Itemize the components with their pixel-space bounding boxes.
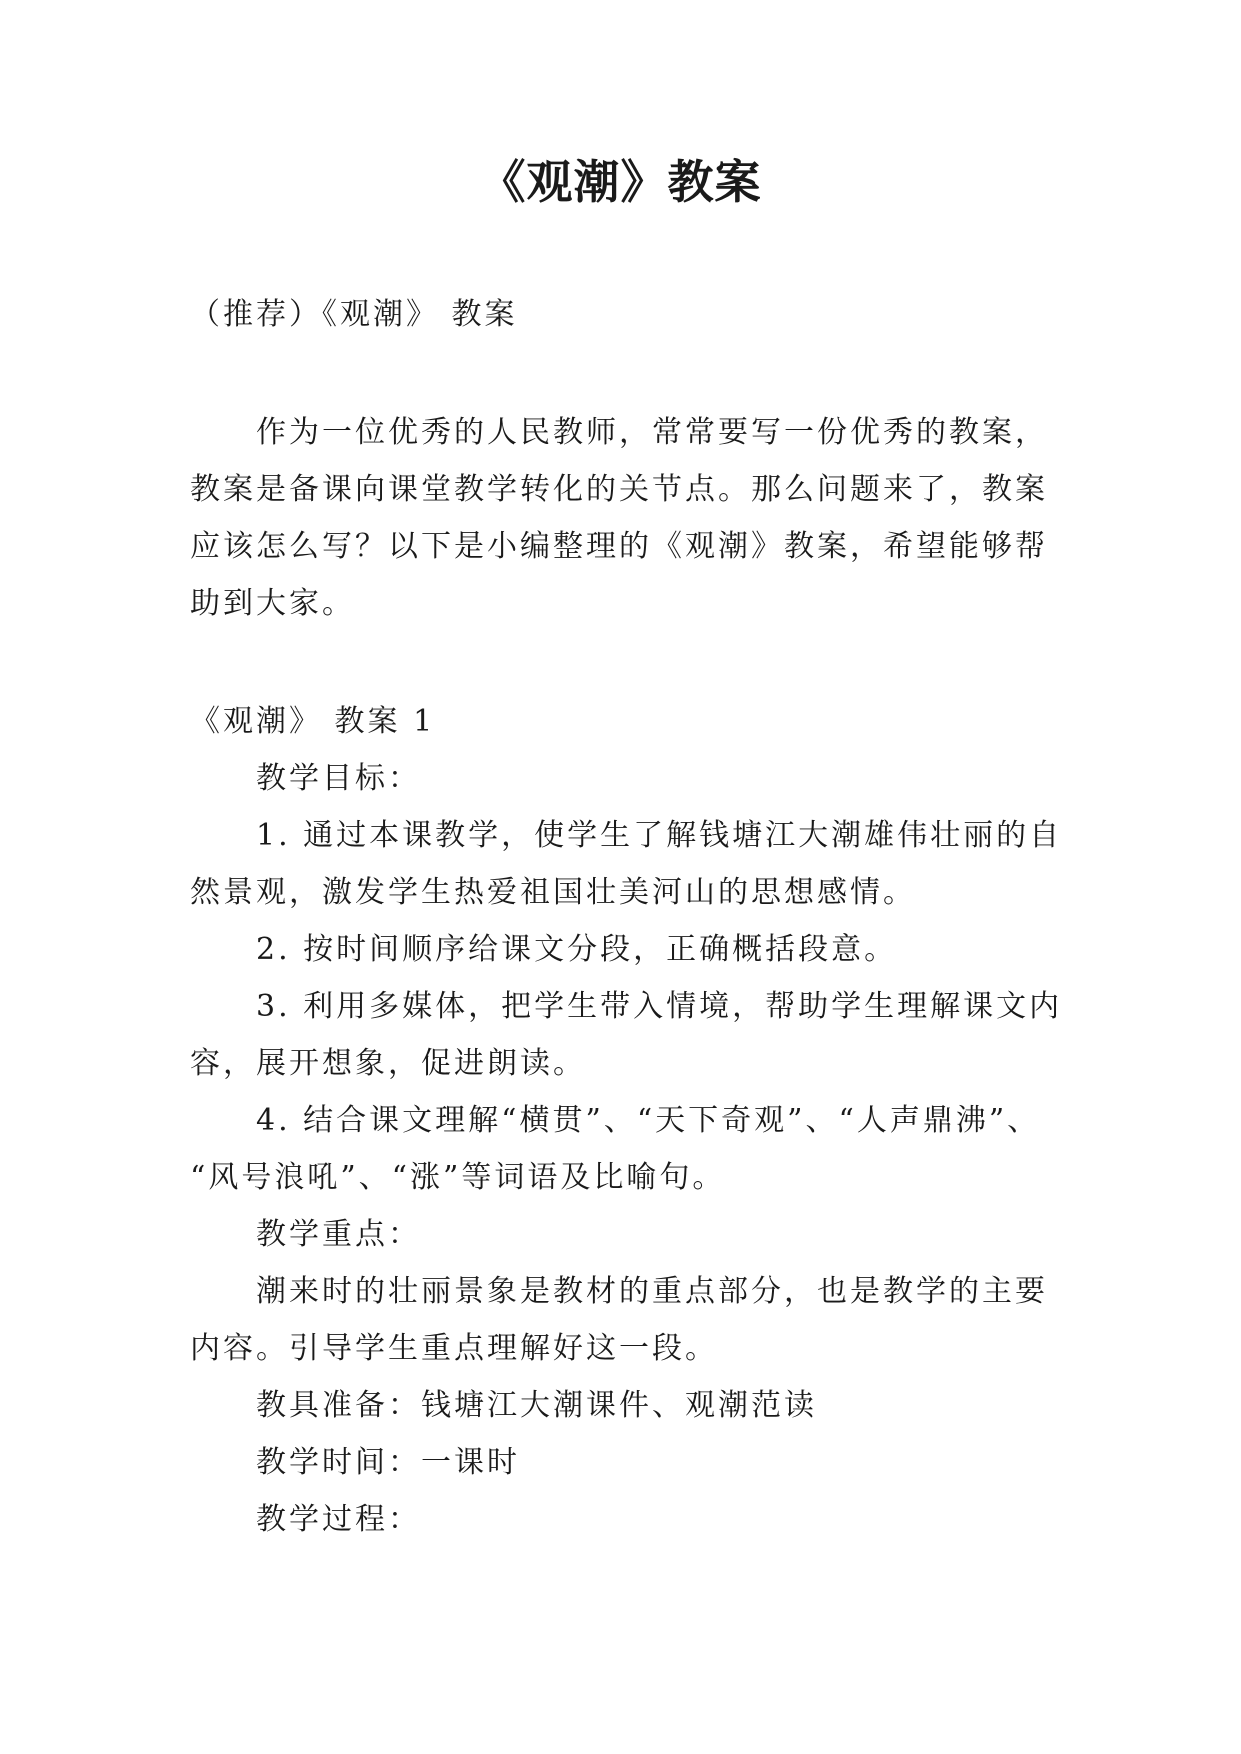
intro-line: 应该怎么写？以下是小编整理的《观潮》教案，希望能够帮 [190, 529, 1048, 564]
intro-line: 助到大家。 [190, 586, 355, 621]
document-subtitle: （推荐）《观潮》 教案 [190, 297, 518, 332]
body-line: 潮来时的壮丽景象是教材的重点部分，也是教学的主要 [256, 1274, 1048, 1309]
body-line: “风号浪吼”、“涨”等词语及比喻句。 [190, 1160, 726, 1195]
body-line: 1. 通过本课教学，使学生了解钱塘江大潮雄伟壮丽的自 [256, 818, 1063, 853]
body-line: 教学目标： [256, 761, 421, 796]
document-title: 《观潮》教案 [479, 155, 762, 209]
body-line: 教具准备：钱塘江大潮课件、观潮范读 [256, 1388, 817, 1423]
body-line: 教学过程： [256, 1502, 421, 1537]
body-line: 内容。引导学生重点理解好这一段。 [190, 1331, 718, 1366]
body-line: 2. 按时间顺序给课文分段，正确概括段意。 [256, 932, 898, 967]
body-line: 教学重点： [256, 1217, 421, 1252]
body-line: 3. 利用多媒体，把学生带入情境，帮助学生理解课文内 [256, 989, 1063, 1024]
intro-line: 教案是备课向课堂教学转化的关节点。那么问题来了，教案 [190, 472, 1048, 507]
section-heading: 《观潮》 教案 1 [190, 704, 436, 739]
body-line: 4. 结合课文理解“横贯”、“天下奇观”、“人声鼎沸”、 [256, 1103, 1041, 1138]
body-line: 容，展开想象，促进朗读。 [190, 1046, 586, 1081]
body-line: 教学时间：一课时 [256, 1445, 520, 1480]
intro-line: 作为一位优秀的人民教师，常常要写一份优秀的教案， [256, 415, 1048, 450]
body-line: 然景观，激发学生热爱祖国壮美河山的思想感情。 [190, 875, 916, 910]
